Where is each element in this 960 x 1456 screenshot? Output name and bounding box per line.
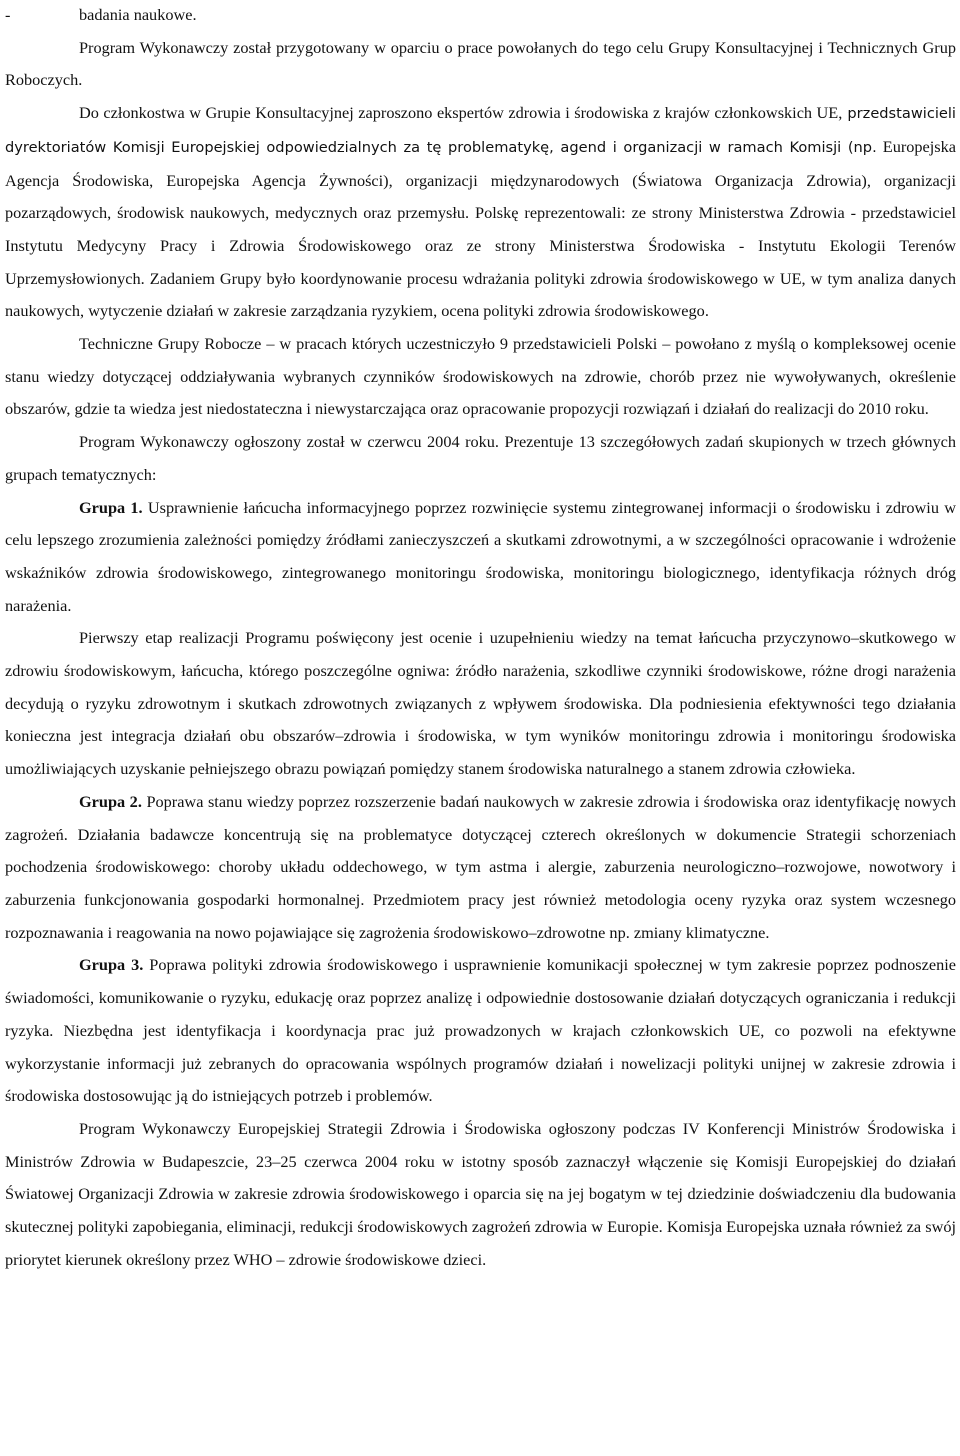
paragraph-consultative-group-part-2: przedstawicieli dyrektoriatów Komisji Europejskiej odpowiedzialnych za tę problematykę, agend i organizacji w ramach Komisji (np. — [5, 105, 956, 156]
paragraph-consultative-group-part-3: Europejska Agencja Środowiska, Europejska Agencja Żywności), organizacji międzynarodowych (Światowa Organizacja Zdrowia), organizacji pozarządowych, środowisk naukowych, medycznych oraz przemysłu. Polskę reprezentowali: ze strony Ministerstwa Zdrowia - przedstawiciel Instytutu Medycyny Pracy i Zdrowia Środowiskowego oraz ze strony Ministerstwa Środowiska - Instytutu Ekologii Terenów Uprzemysłowionych. Zadaniem Grupy było koordynowanie procesu wdrażania polityki zdrowia środowiskowego w UE, w tym analiza danych naukowych, wytyczenie działań w zakresie zarządzania ryzykiem, ocena polityki zdrowia środowiskowego. — [5, 136, 957, 321]
group-3-label: Grupa 3. — [79, 955, 144, 975]
group-1-label: Grupa 1. — [79, 497, 143, 517]
group-2-text: Poprawa stanu wiedzy poprzez rozszerzenie badań naukowych w zakresie zdrowia i środowiska oraz identyfikację nowych zagrożeń. Działania badawcze koncentrują się na problematyce dotyczącej czterech określonych w dokumencie Strategii schorzeniach pochodzenia środowiskowego: choroby układu oddechowego, w tym astma i alergie, zaburzenia neurologiczno–rozwojowe, nowotwory i zaburzenia funkcjonowania gospodarki hormonalnej. Przedmiotem pracy jest również metodologia oceny ryzyka oraz system wczesnego rozpoznawania i reagowania na nowo pojawiające się zagrożenia środowiskowo–zdrowotne np. zmiany klimatyczne. — [5, 791, 956, 942]
group-3-text: Poprawa polityki zdrowia środowiskowego i usprawnienie komunikacji społecznej w tym zakresie poprzez podnoszenie świadomości, komunikowanie o ryzyku, edukację oraz poprzez analizę i odpowiednie dostosowanie działań dotyczących ograniczania i redukcji ryzyka. Niezbędna jest identyfikacja i koordynacja prac już prowadzonych w krajach członkowskich UE, co pozwoli na efektywne wykorzystanie informacji już zebranych do opracowania wspólnych programów działań i nowelizacji polityki unijnej w zakresie zdrowia i środowiska dostosowując ją do istniejących potrzeb i problemów. — [5, 955, 956, 1106]
group-1-text: Usprawnienie łańcucha informacyjnego poprzez rozwinięcie systemu zintegrowanej informacji o środowisku i zdrowiu w celu lepszego zrozumienia zależności pomiędzy źródłami zanieczyszczeń a skutkami zdrowotnymi, a w szczególności opracowanie i wdrożenie wskaźników zdrowia środowiskowego, zintegrowanego monitoringu środowiska, monitoringu biologicznego, identyfikacja różnych dróg narażenia. — [5, 497, 956, 615]
group-2-label: Grupa 2. — [79, 791, 142, 811]
bullet-item — [5, 0, 956, 32]
paragraph-group-2 — [5, 786, 956, 950]
paragraph-technical-working-groups: Techniczne Grupy Robocze – w pracach których uczestniczyło 9 przedstawicieli Polski – powołano z myślą o kompleksowej ocenie stanu wiedzy dotyczącej oddziaływania wybranych czynników środowiskowych na zdrowie, chorób przez nie wywoływanych, określenie obszarów, gdzie ta wiedza jest niedostateczna i niewystarczająca oraz opracowanie propozycji rozwiązań i działań do realizacji do 2010 roku. — [5, 334, 956, 419]
paragraph-budapest-conference: Program Wykonawczy Europejskiej Strategii Zdrowia i Środowiska ogłoszony podczas IV Konferencji Ministrów Środowiska i Ministrów Zdrowia w Budapeszcie, 23–25 czerwca 2004 roku w istotny sposób zaznaczył włączenie się Komisji Europejskiej do działań Światowej Organizacji Zdrowia w zakresie zdrowia środowiskowego i oparcia się na jej bogatym w tej dziedzinie doświadczeniu dla budowania skutecznej polityki zapobiegania, eliminacji, redukcji środowiskowych zagrożeń zdrowia w Europie. Komisja Europejska uznała również za swój priorytet kierunek określony przez WHO – zdrowie środowiskowe dzieci. — [5, 1118, 956, 1269]
paragraph-consultative-group-part-1: Do członkostwa w Grupie Konsultacyjnej zaproszono ekspertów zdrowia i środowiska z krajów członkowskich UE, — [79, 103, 843, 123]
paragraph-group-3 — [5, 949, 956, 1113]
paragraph-first-stage: Pierwszy etap realizacji Programu poświęcony jest ocenie i uzupełnieniu wiedzy na temat łańcucha przyczynowo–skutkowego w zdrowiu środowiskowym, łańcucha, którego poszczególne ogniwa: źródło narażenia, szkodliwe czynniki środowiskowe, różne drogi narażenia decydują o ryzyku zdrowotnym i skutkach zdrowotnych związanych z wpływem środowiska. Dla podniesienia efektywności tego działania konieczna jest integracja działań obu obszarów–zdrowia i środowiska, w tym wyników monitoringu zdrowia i monitoringu środowiska umożliwiających uzyskanie pełniejszego obrazu powiązań pomiędzy stanem środowiska naturalnego a stanem zdrowia człowieka. — [5, 628, 956, 779]
paragraph-program-announcement: Program Wykonawczy ogłoszony został w czerwcu 2004 roku. Prezentuje 13 szczegółowych zadań skupionych w trzech głównych grupach tematycznych: — [5, 432, 956, 484]
bullet-marker: - — [5, 5, 11, 24]
document-body — [5, 0, 956, 1276]
paragraph-program-preparation: Program Wykonawczy został przygotowany w oparciu o prace powołanych do tego celu Grupy Konsultacyjnej i Technicznych Grup Roboczych. — [5, 37, 956, 90]
paragraph-group-1 — [5, 492, 956, 623]
paragraph-consultative-group — [5, 97, 956, 328]
bullet-text: badania naukowe. — [79, 5, 197, 24]
